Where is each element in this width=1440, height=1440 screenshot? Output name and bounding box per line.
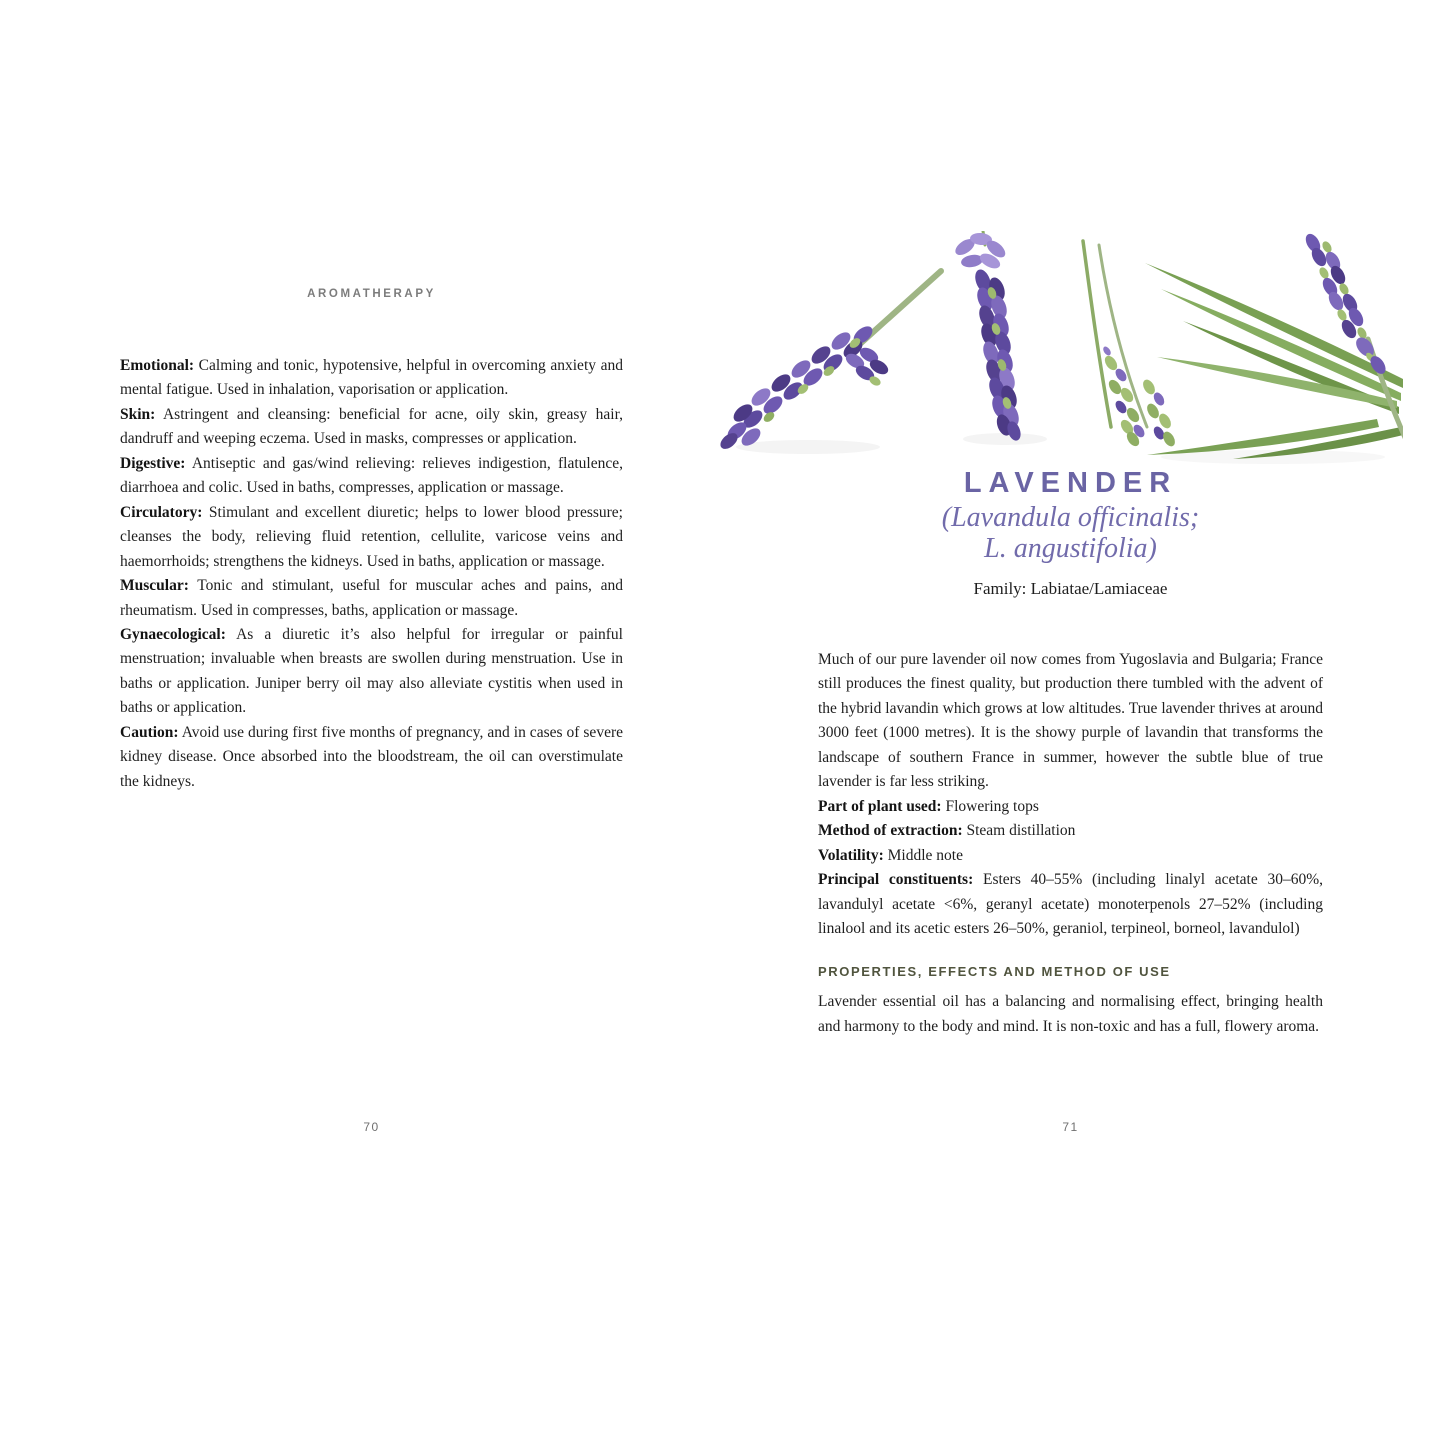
field-text: Calming and tonic, hypotensive, helpful in overcoming anxiety and mental fatigue. Used in inhalation, vaporisation or application.: [120, 357, 623, 399]
body-paragraph-skin: [120, 403, 623, 452]
plant-title: LAVENDER: [963, 467, 1178, 499]
field-text: Avoid use during first five months of pregnancy, and in cases of severe kidney disease. Once absorbed into the bloodstream, the oil can overstimulate the kidneys.: [120, 723, 623, 790]
body-paragraph-circulatory: [120, 501, 623, 574]
running-header: AROMATHERAPY: [307, 288, 436, 300]
field-label: Skin:: [120, 405, 156, 423]
body-paragraph-muscular: [120, 574, 623, 623]
field-text: As a diuretic it’s also helpful for irregular or painful menstruation; invaluable when breasts are swollen during menstruation. Use in baths or application. Juniper berry oil may also alleviate cystitis when used in baths or application.: [120, 625, 623, 717]
left-page-body: [120, 354, 623, 794]
right-page-body: [818, 648, 1323, 1039]
body-paragraph-gynaecological: [120, 623, 623, 721]
lavender-sprigs-photo: [713, 231, 1403, 466]
lavender-sprig-diagonal: [717, 271, 941, 452]
intro-paragraph: Much of our pure lavender oil now comes from Yugoslavia and Bulgaria; France still produces the finest quality, but production there tumbled with the advent of the hybrid lavandin which grows at low altitudes. True lavender thrives at around 3000 feet (1000 metres). It is the showy purple of lavandin that transforms the landscape of southern France in summer, however the subtle blue of true lavender is far less striking.: [818, 651, 1323, 791]
body-paragraph-emotional: [120, 354, 623, 403]
detail-part-of-plant: [818, 795, 1323, 819]
field-text: Stimulant and excellent diuretic; helps to lower blood pressure; cleanses the body, relieving fluid retention, cellulite, varicose veins and haemorrhoids; strengthens the kidneys. Used in baths, application or massage.: [120, 503, 623, 570]
field-text: Antiseptic and gas/wind relieving: relieves indigestion, flatulence, diarrhoea and colic. Used in baths, compresses, application or massage.: [120, 454, 623, 497]
detail-volatility: [818, 844, 1323, 868]
section-heading: PROPERTIES, EFFECTS AND METHOD OF USE: [818, 964, 1171, 980]
page-number-right: 71: [1062, 1120, 1079, 1134]
detail-principal-constituents: [818, 868, 1323, 941]
detail-method-of-extraction: [818, 819, 1323, 843]
plant-latin-name-line1: (Lavandula officinalis;: [941, 502, 1200, 533]
lavender-leaves: [1145, 263, 1403, 459]
field-text: Esters 40–55% (including linalyl acetate 30–60%, lavandulyl acetate <6%, geranyl acetate) monoterpenols 27–52% (including linalool and its acetic esters 26–50%, geraniol, terpineol, borneol, lavandulol): [818, 871, 1323, 937]
page-number-left: 70: [363, 1120, 380, 1134]
field-label: Volatility:: [818, 846, 884, 864]
field-label: Principal constituents:: [818, 871, 974, 889]
field-label: Circulatory:: [120, 503, 203, 521]
field-label: Method of extraction:: [818, 822, 963, 840]
field-text: Astringent and cleansing: beneficial for acne, oily skin, greasy hair, dandruff and weeping eczema. Used in masks, compresses or application.: [120, 405, 623, 448]
field-label: Gynaecological:: [120, 625, 226, 643]
field-text: Flowering tops: [941, 797, 1039, 815]
body-paragraph-caution: [120, 721, 623, 794]
field-label: Caution:: [120, 723, 179, 741]
field-label: Muscular:: [120, 577, 189, 595]
section-paragraph: Lavender essential oil has a balancing and normalising effect, bringing health and harmony to the body and mind. It is non-toxic and has a full, flowery aroma.: [818, 993, 1323, 1035]
body-paragraph-digestive: [120, 452, 623, 501]
lavender-sprig-vertical: [953, 231, 1024, 442]
field-label: Part of plant used:: [818, 797, 942, 815]
plant-latin-name-line2: L. angustifolia): [984, 533, 1157, 564]
field-label: Digestive:: [120, 454, 186, 472]
field-text: Middle note: [883, 846, 963, 864]
field-text: Tonic and stimulant, useful for muscular aches and pains, and rheumatism. Used in compresses, baths, application or massage.: [120, 577, 623, 619]
plant-title-block: [818, 464, 1323, 600]
plant-family: Family: Labiatae/Lamiaceae: [973, 579, 1168, 598]
field-text: Steam distillation: [962, 822, 1076, 840]
field-label: Emotional:: [120, 357, 195, 374]
